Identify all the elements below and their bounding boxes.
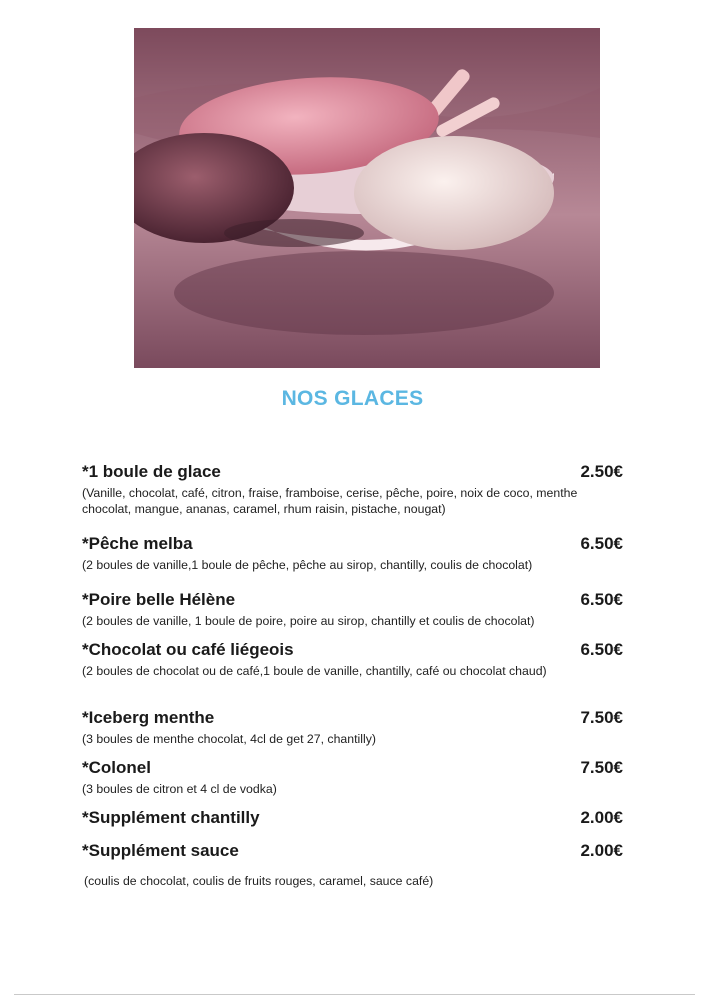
item-name: *Poire belle Hélène bbox=[82, 590, 236, 609]
item-price: 6.50€ bbox=[580, 534, 623, 553]
menu-item bbox=[82, 808, 623, 841]
item-description: (2 boules de vanille,1 boule de pêche, pêche au sirop, chantilly, coulis de chocolat) bbox=[82, 558, 533, 572]
item-price: 6.50€ bbox=[580, 640, 623, 659]
item-price: 6.50€ bbox=[580, 590, 623, 609]
menu-item bbox=[82, 534, 623, 590]
item-price: 2.00€ bbox=[580, 841, 623, 860]
item-price: 2.00€ bbox=[580, 808, 623, 827]
footer-divider bbox=[14, 994, 695, 995]
item-description: (3 boules de citron et 4 cl de vodka) bbox=[82, 782, 277, 796]
item-description: (Vanille, chocolat, café, citron, fraise, framboise, cerise, pêche, poire, noix de coco, menthe chocolat, mangue, ananas, caramel, rhum raisin, pistache, nougat) bbox=[82, 486, 578, 516]
menu-item bbox=[82, 758, 623, 808]
item-description: (2 boules de vanille, 1 boule de poire, poire au sirop, chantilly et coulis de chocolat) bbox=[82, 614, 535, 628]
item-name: *Chocolat ou café liégeois bbox=[82, 640, 294, 659]
page-title: NOS GLACES bbox=[281, 387, 424, 410]
item-price: 2.50€ bbox=[580, 462, 623, 481]
item-name: *1 boule de glace bbox=[82, 462, 221, 481]
menu-item bbox=[82, 841, 623, 871]
ice-cream-photo bbox=[134, 28, 600, 368]
menu-item bbox=[82, 708, 623, 758]
item-name: *Colonel bbox=[82, 758, 151, 777]
menu-item bbox=[82, 590, 623, 640]
menu-item bbox=[82, 462, 623, 534]
item-name: *Iceberg menthe bbox=[82, 708, 215, 727]
item-description: (3 boules de menthe chocolat, 4cl de get 27, chantilly) bbox=[82, 732, 376, 746]
item-name: *Pêche melba bbox=[82, 534, 193, 553]
item-price: 7.50€ bbox=[580, 708, 623, 727]
item-name: *Supplément chantilly bbox=[82, 808, 260, 827]
item-description: (2 boules de chocolat ou de café,1 boule de vanille, chantilly, café ou chocolat chaud) bbox=[82, 664, 547, 678]
menu-list bbox=[82, 462, 623, 871]
item-name: *Supplément sauce bbox=[82, 841, 239, 860]
sauce-note: (coulis de chocolat, coulis de fruits rouges, caramel, sauce café) bbox=[84, 874, 434, 888]
item-price: 7.50€ bbox=[580, 758, 623, 777]
menu-item bbox=[82, 640, 623, 708]
